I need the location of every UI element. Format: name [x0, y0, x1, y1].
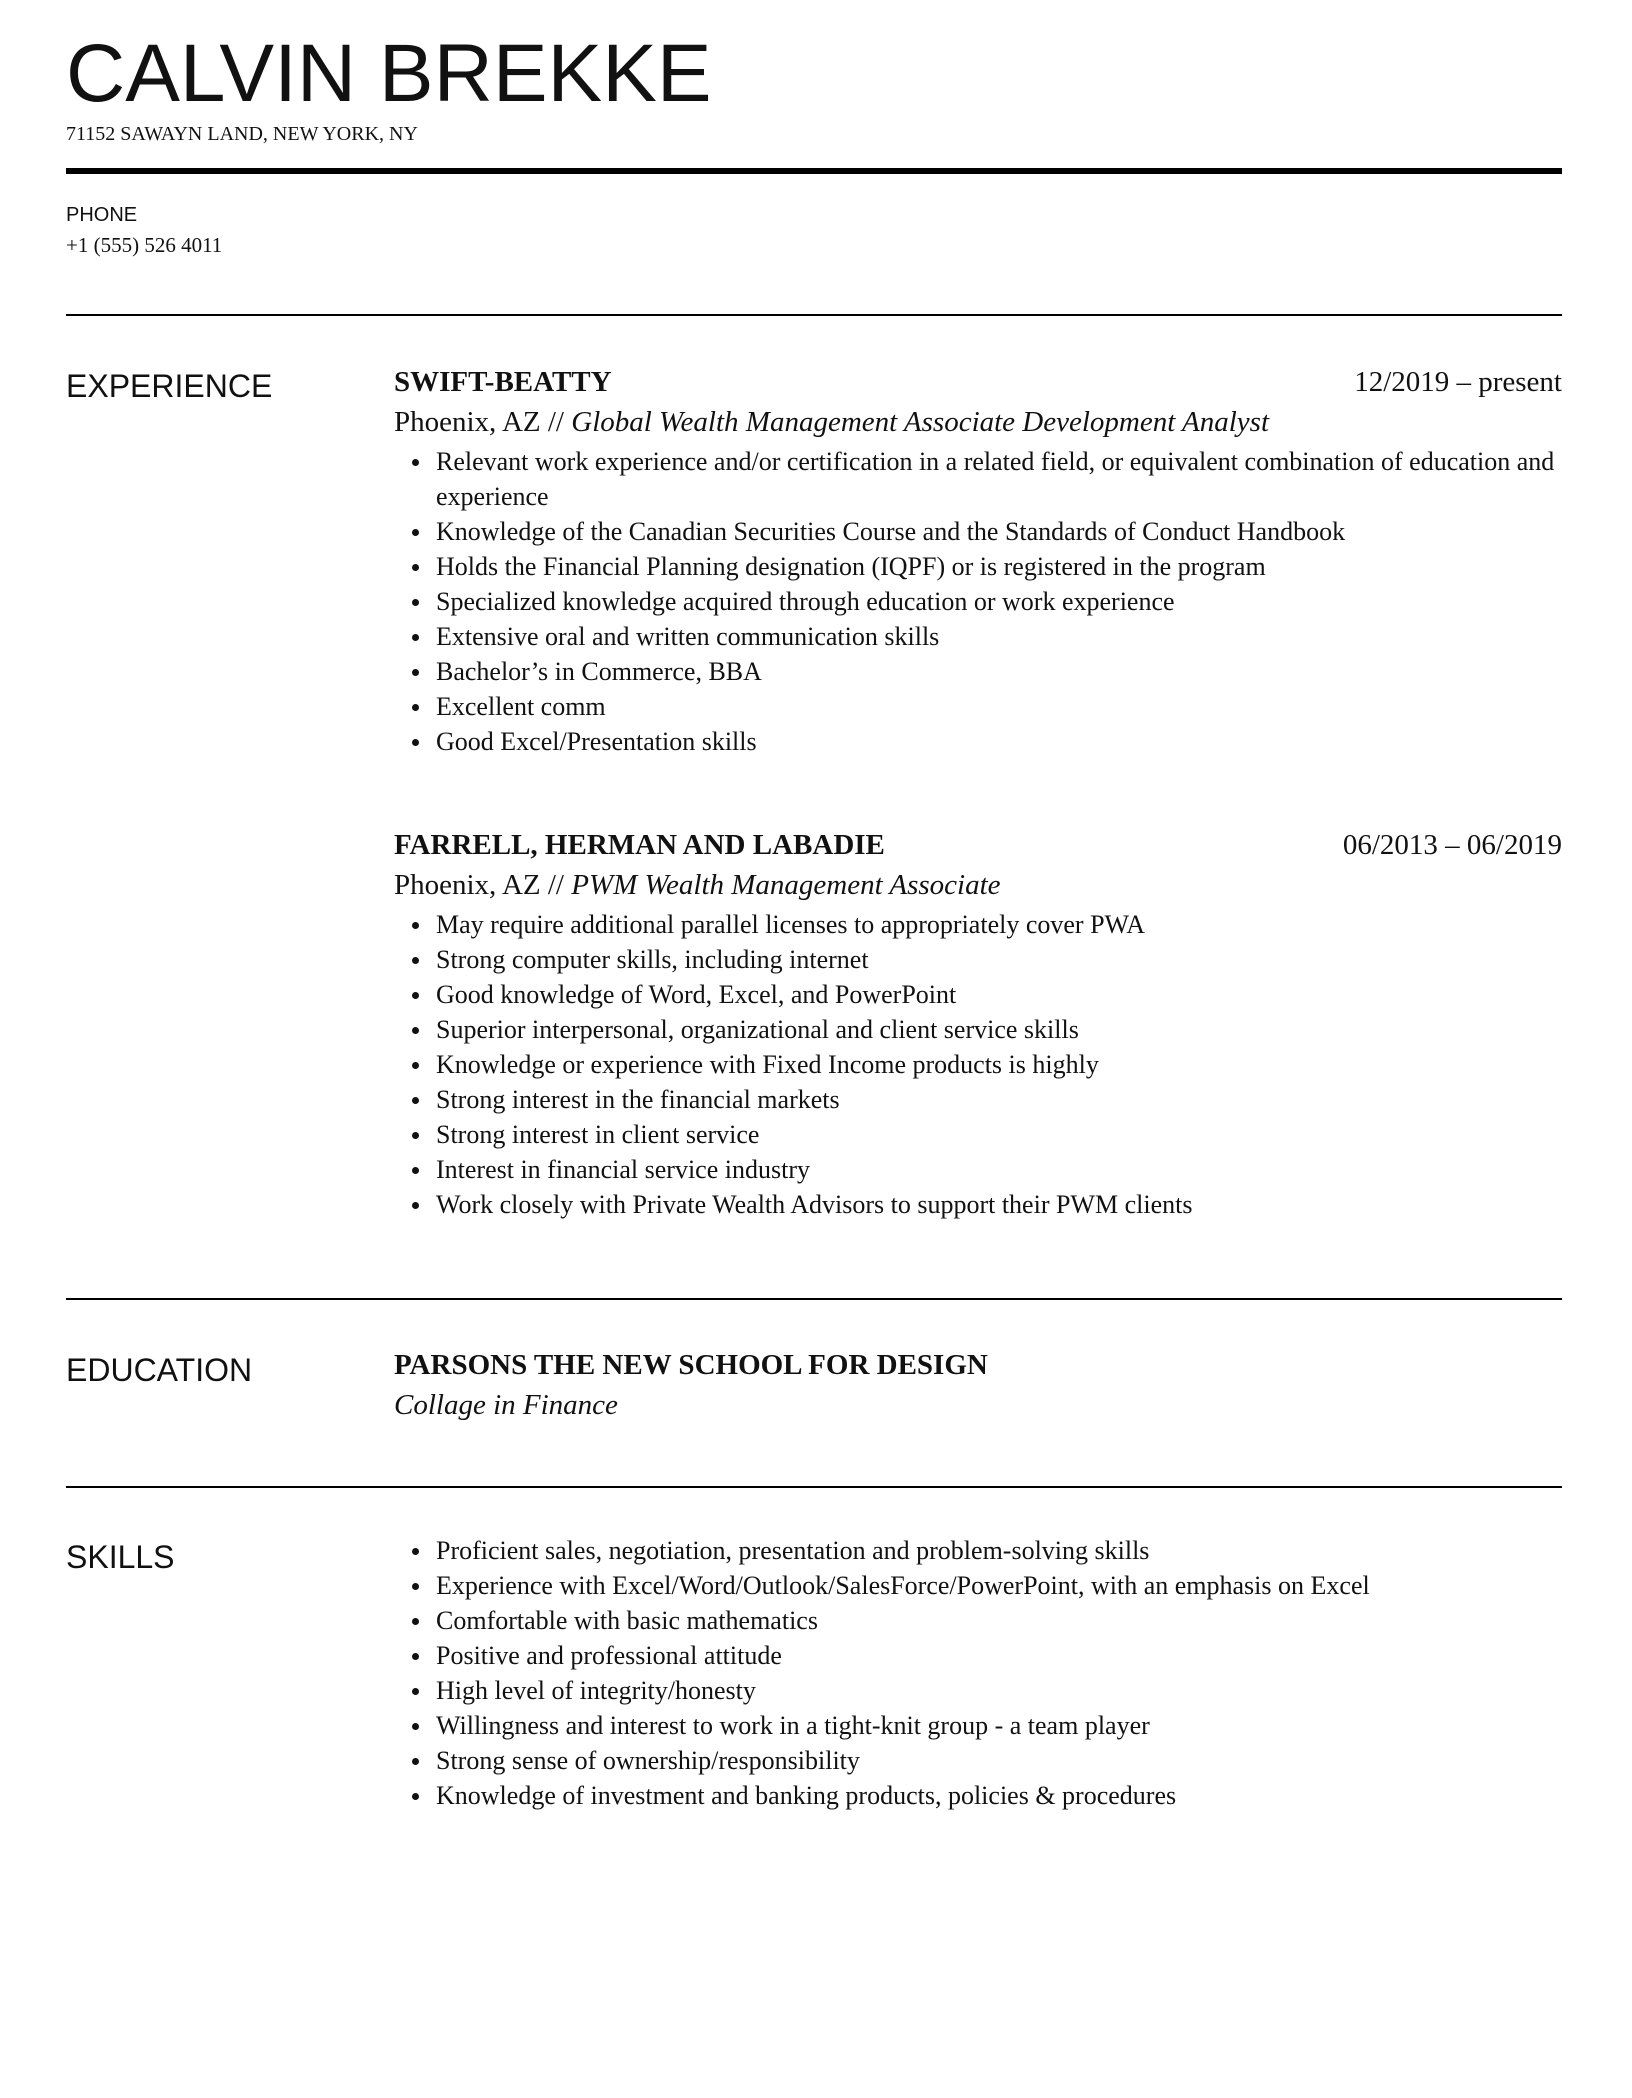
list-item: Experience with Excel/Word/Outlook/SalesForce/PowerPoint, with an emphasis on Excel — [394, 1568, 1562, 1603]
job-bullets — [394, 907, 1562, 1222]
list-item: Extensive oral and written communication skills — [394, 619, 1562, 654]
list-item: Knowledge or experience with Fixed Income products is highly — [394, 1047, 1562, 1082]
job-role: Global Wealth Management Associate Development Analyst — [571, 406, 1270, 438]
list-item: Knowledge of investment and banking products, policies & procedures — [394, 1778, 1562, 1813]
section-divider — [66, 1298, 1562, 1300]
experience-heading: EXPERIENCE — [66, 368, 273, 404]
job-entry — [394, 825, 1562, 1222]
company-name: FARRELL, HERMAN AND LABADIE — [394, 829, 885, 861]
education-heading: EDUCATION — [66, 1352, 253, 1388]
header-divider — [66, 168, 1562, 174]
list-item: Interest in financial service industry — [394, 1152, 1562, 1187]
list-item: Good Excel/Presentation skills — [394, 724, 1562, 759]
list-item: Strong computer skills, including internet — [394, 942, 1562, 977]
list-item: Superior interpersonal, organizational and client service skills — [394, 1012, 1562, 1047]
job-location: Phoenix, AZ — [394, 406, 541, 438]
location-separator: // — [540, 406, 572, 438]
list-item: High level of integrity/honesty — [394, 1673, 1562, 1708]
location-separator: // — [540, 869, 572, 901]
list-item: Strong interest in the financial markets — [394, 1082, 1562, 1117]
skills-list — [394, 1533, 1562, 1813]
list-item: Excellent comm — [394, 689, 1562, 724]
list-item: Strong interest in client service — [394, 1117, 1562, 1152]
candidate-name: CALVIN BREKKE — [66, 28, 712, 119]
skills-entry — [394, 1533, 1562, 1813]
job-dates: 12/2019 – present — [1354, 366, 1562, 398]
list-item: Comfortable with basic mathematics — [394, 1603, 1562, 1638]
job-entry — [394, 362, 1562, 759]
job-bullets — [394, 444, 1562, 759]
list-item: Bachelor’s in Commerce, BBA — [394, 654, 1562, 689]
list-item: Proficient sales, negotiation, presentation and problem-solving skills — [394, 1533, 1562, 1568]
list-item: May require additional parallel licenses to appropriately cover PWA — [394, 907, 1562, 942]
section-divider — [66, 314, 1562, 316]
phone-value: +1 (555) 526 4011 — [66, 233, 223, 257]
job-location: Phoenix, AZ — [394, 869, 541, 901]
list-item: Positive and professional attitude — [394, 1638, 1562, 1673]
skills-heading: SKILLS — [66, 1539, 175, 1575]
job-dates: 06/2013 – 06/2019 — [1342, 829, 1562, 861]
list-item: Work closely with Private Wealth Advisors to support their PWM clients — [394, 1187, 1562, 1222]
section-divider — [66, 1486, 1562, 1488]
list-item: Strong sense of ownership/responsibility — [394, 1743, 1562, 1778]
job-header — [394, 825, 1562, 865]
education-entry — [394, 1345, 1562, 1425]
candidate-address: 71152 SAWAYN LAND, NEW YORK, NY — [66, 123, 418, 145]
list-item: Relevant work experience and/or certification in a related field, or equivalent combination of education and experience — [394, 444, 1562, 514]
job-location-role — [394, 865, 1562, 905]
list-item: Good knowledge of Word, Excel, and PowerPoint — [394, 977, 1562, 1012]
degree-name: Collage in Finance — [394, 1389, 618, 1421]
job-header — [394, 362, 1562, 402]
phone-label: PHONE — [66, 204, 138, 226]
job-location-role — [394, 402, 1562, 442]
list-item: Specialized knowledge acquired through education or work experience — [394, 584, 1562, 619]
company-name: SWIFT-BEATTY — [394, 366, 612, 398]
school-name: PARSONS THE NEW SCHOOL FOR DESIGN — [394, 1349, 988, 1381]
list-item: Willingness and interest to work in a tight-knit group - a team player — [394, 1708, 1562, 1743]
job-role: PWM Wealth Management Associate — [571, 869, 1001, 901]
list-item: Knowledge of the Canadian Securities Course and the Standards of Conduct Handbook — [394, 514, 1562, 549]
list-item: Holds the Financial Planning designation (IQPF) or is registered in the program — [394, 549, 1562, 584]
